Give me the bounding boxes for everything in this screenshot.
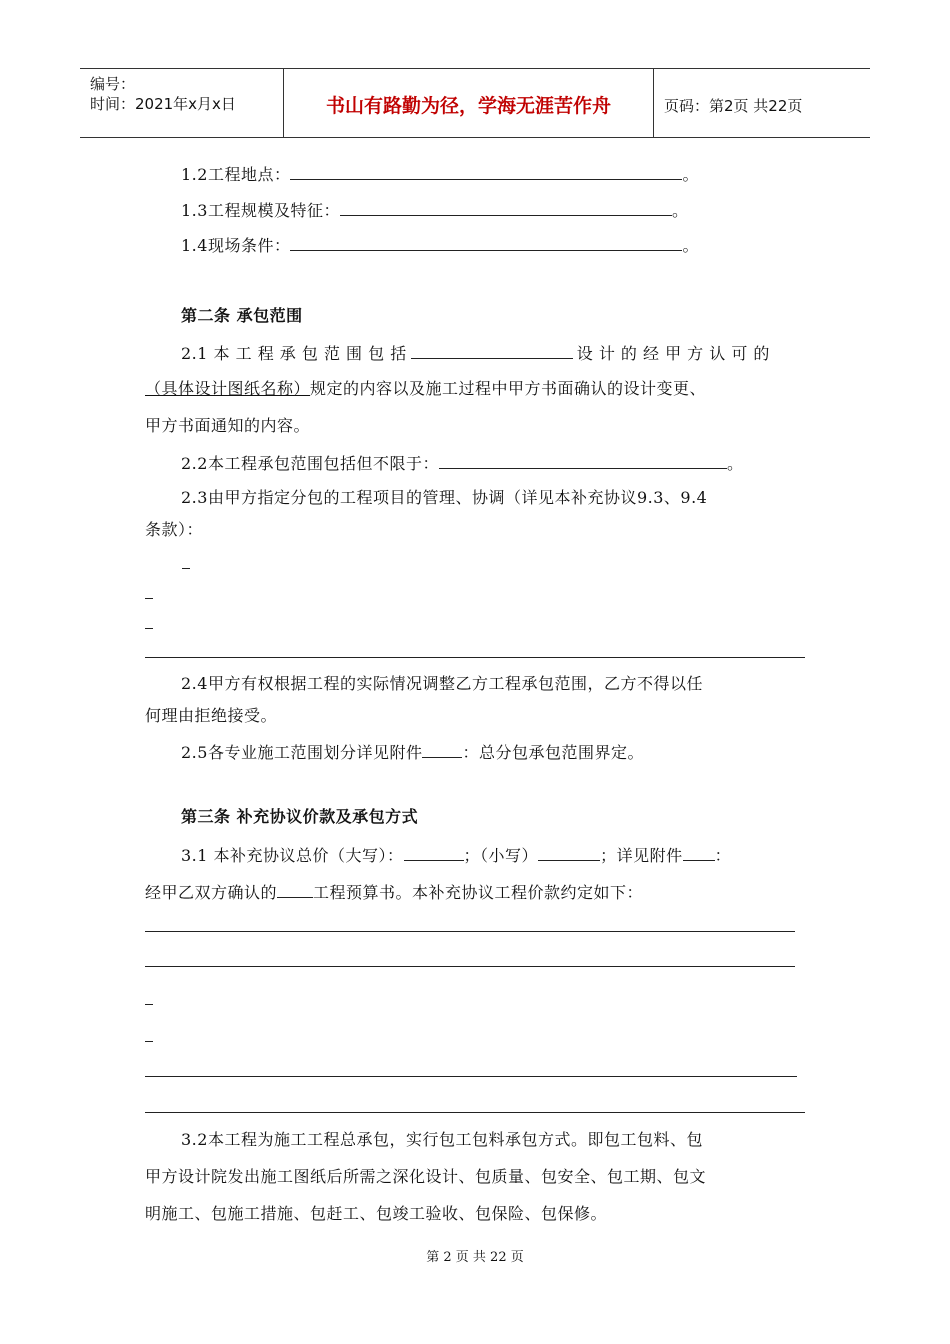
design-drawing-name: （具体设计图纸名称） (145, 379, 311, 398)
time-label: 时间：2021年x月x日 (90, 95, 236, 113)
blank-field (290, 233, 682, 251)
article-3-title: 第三条 补充协议价款及承包方式 (181, 807, 419, 826)
clause-2-1-line-1 (181, 341, 770, 365)
blank-field (340, 198, 672, 216)
clause-2-1-line-3: 甲方书面通知的内容。 (145, 416, 311, 435)
dash-mark (145, 1041, 153, 1042)
page-header (80, 68, 870, 138)
blank-field (277, 880, 313, 898)
text: 2.1 本 工 程 承 包 范 围 包 括 (181, 344, 407, 363)
number-label: 编号： (90, 75, 136, 93)
clause-3-1-line-2 (145, 880, 643, 904)
clause-2-4-line-2: 何理由拒绝接受。 (145, 706, 278, 725)
clause-3-1-line-1 (181, 843, 731, 867)
text: 2.5各专业施工范围划分详见附件 (181, 743, 423, 762)
clause-1-4 (181, 233, 699, 257)
text: 设 计 的 经 甲 方 认 可 的 (576, 344, 770, 363)
text: 2.2本工程承包范围包括但不限于： (181, 454, 439, 473)
text: 经甲乙双方确认的 (145, 883, 278, 902)
clause-2-3-line-1: 2.3由甲方指定分包的工程项目的管理、协调（详见本补充协议9.3、9.4 (181, 488, 708, 507)
motto: 书山有路勤为径，学海无涯苦作舟 (325, 95, 611, 117)
period: 。 (671, 201, 689, 220)
text: ： (714, 846, 732, 865)
clause-2-1-line-2 (145, 378, 706, 400)
blank-field (411, 341, 573, 359)
text: 工程预算书。本补充协议工程价款约定如下： (313, 883, 644, 902)
blank-line (145, 657, 805, 658)
blank-field (439, 451, 727, 469)
clause-3-2-line-3: 明施工、包施工措施、包赶工、包竣工验收、包保险、包保修。 (145, 1204, 608, 1223)
clause-3-2-line-1: 3.2本工程为施工工程总承包，实行包工包料承包方式。即包工包料、包 (181, 1130, 703, 1149)
text: 规定的内容以及施工过程中甲方书面确认的设计变更、 (310, 379, 707, 398)
clause-2-2 (181, 451, 743, 475)
text: ：总分包承包范围界定。 (462, 743, 644, 762)
clause-2-3-line-2: 条款）： (145, 520, 204, 539)
text: ；详见附件 (600, 846, 683, 865)
dash-mark (145, 628, 153, 629)
clause-1-2 (181, 162, 699, 186)
clause-1-2-label: 1.2工程地点： (181, 165, 291, 184)
period: 。 (682, 236, 699, 255)
blank-field (538, 843, 600, 861)
clause-1-4-label: 1.4现场条件： (181, 236, 291, 255)
blank-field (683, 843, 715, 861)
clause-2-4-line-1: 2.4甲方有权根据工程的实际情况调整乙方工程承包范围，乙方不得以任 (181, 674, 703, 693)
header-page-cell (654, 69, 870, 137)
page-info: 页码：第2页 共22页 (664, 97, 803, 115)
header-info-cell (80, 69, 284, 137)
period: 。 (726, 454, 744, 473)
blank-line (145, 1112, 805, 1113)
dash-mark (182, 568, 190, 569)
blank-field (290, 162, 682, 180)
clause-2-5 (181, 740, 644, 764)
header-motto-cell (284, 69, 654, 137)
clause-3-2-line-2: 甲方设计院发出施工图纸后所需之深化设计、包质量、包安全、包工期、包文 (145, 1167, 707, 1186)
blank-field (422, 740, 462, 758)
dash-mark (145, 598, 153, 599)
page-footer: 第 2 页 共 22 页 (426, 1250, 524, 1265)
blank-line (145, 1076, 797, 1077)
text: 3.1 本补充协议总价（大写）： (181, 846, 404, 865)
text: ；（小写） (463, 846, 539, 865)
article-2-title: 第二条 承包范围 (181, 306, 303, 325)
dash-mark (145, 1004, 153, 1005)
blank-line (145, 931, 795, 932)
blank-line (145, 966, 795, 967)
clause-1-3-label: 1.3工程规模及特征： (181, 201, 340, 220)
period: 。 (682, 165, 699, 184)
clause-1-3 (181, 198, 688, 222)
blank-field (404, 843, 464, 861)
